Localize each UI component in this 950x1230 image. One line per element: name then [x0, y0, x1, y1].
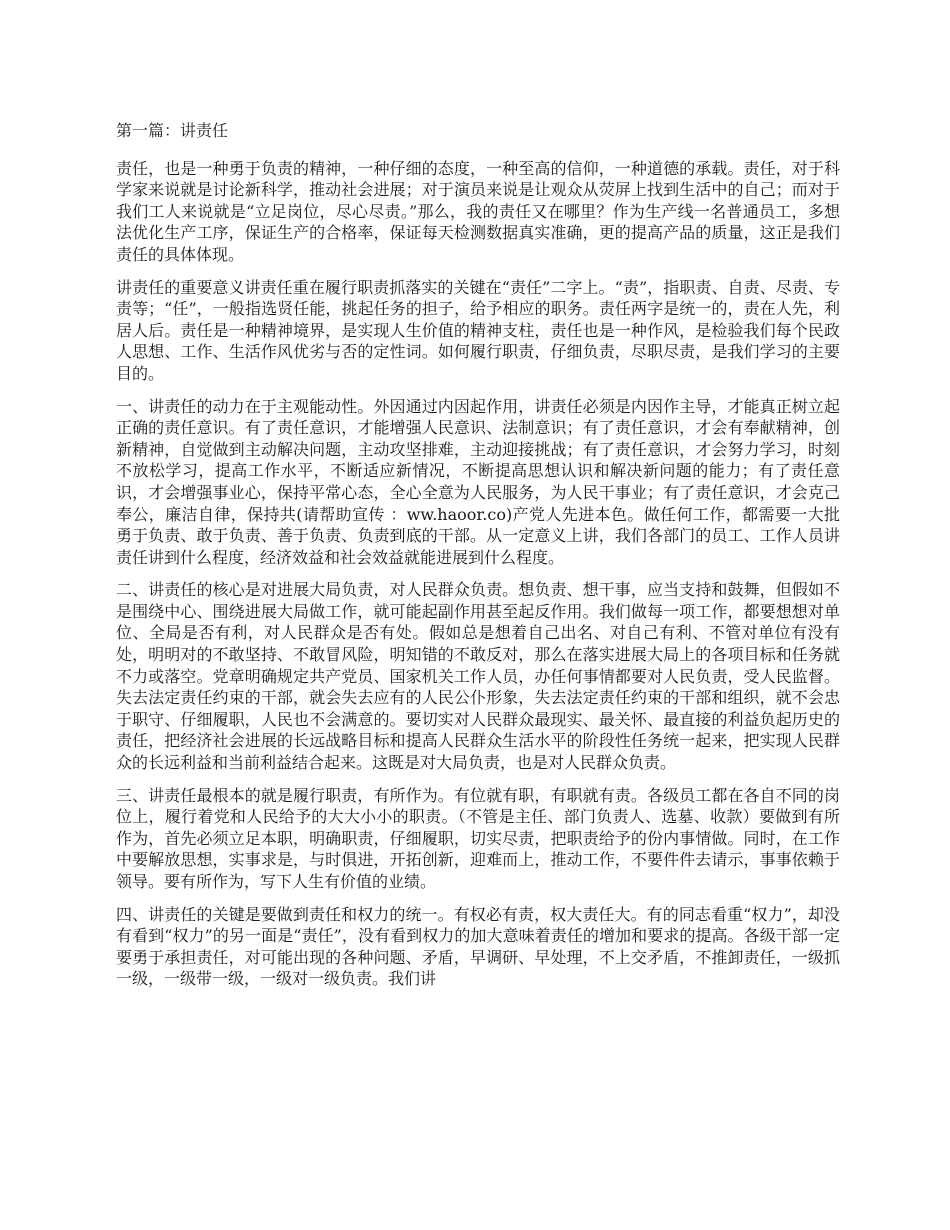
- document-title: 第一篇：讲责任: [116, 121, 229, 140]
- paragraph-point-one: 一、讲责任的动力在于主观能动性。外因通过内因起作用，讲责任必须是内因作主导，才能真正树立起正确的责任意识。有了责任意识，才能增强人民意识、法制意识；有了责任意识，才会有奉献精神，创新精神，自觉做到主动解决问题，主动攻坚排难，主动迎接挑战；有了责任意识，才会努力学习，时刻不放松学习，提高工作水平，不断适应新情况，不断提高思想认识和解决新问题的能力；有了责任意识，才会增强事业心，保持平常心态，全心全意为人民服务，为人民干事业；有了责任意识，才会克己奉公，廉洁自律，保持共(请帮助宣传 ：ww.haoor.co)产党人先进本色。做任何工作，都需要一大批勇于负责、敢于负责、善于负责、负责到底的干部。从一定意义上讲，我们各部门的员工、工作人员讲责任讲到什么程度，经济效益和社会效益就能进展到什么程度。: [116, 396, 840, 567]
- paragraph-point-three: 三、讲责任最根本的就是履行职责，有所作为。有位就有职，有职就有责。各级员工都在各自不同的岗位上，履行着党和人民给予的大大小小的职责。（不管是主任、部门负责人、选墓、收款）要做到有所作为，首先必须立足本职，明确职责，仔细履职，切实尽责，把职责给予的份内事情做。同时，在工作中要解放思想，实事求是，与时俱进，开拓创新，迎难而上，推动工作，不要件件去请示，事事依赖于领导。要有所作为，写下人生有价值的业绩。: [116, 785, 840, 891]
- document-body: [116, 120, 840, 1001]
- paragraph-point-two: 二、讲责任的核心是对进展大局负责，对人民群众负责。想负责、想干事，应当支持和鼓舞，但假如不是围绕中心、围绕进展大局做工作，就可能起副作用甚至起反作用。我们做每一项工作，都要想想对单位、全局是否有利，对人民群众是否有处。假如总是想着自己出名、对自己有利、不管对单位有没有处，明明对的不敢坚持、不敢冒风险，明知错的不敢反对，那么在落实进展大局上的各项目标和任务就不力或落空。党章明确规定共产党员、国家机关工作人员，办任何事情都要对人民负责，受人民监督。失去法定责任约束的干部，就会失去应有的人民公仆形象，失去法定责任约束的干部和组织，就不会忠于职守、仔细履职，人民也不会满意的。要切实对人民群众最现实、最关怀、最直接的利益负起历史的责任，把经济社会进展的长远战略目标和提高人民群众生活水平的阶段性任务统一起来，把实现人民群众的长远利益和当前利益结合起来。这既是对大局负责，也是对人民群众负责。: [116, 580, 840, 773]
- paragraph-point-four: 四、讲责任的关键是要做到责任和权力的统一。有权必有责，权大责任大。有的同志看重“权力”，却没有看到“权力”的另一面是“责任”，没有看到权力的加大意味着责任的增加和要求的提高。各级干部一定要勇于承担责任，对可能出现的各种问题、矛盾，早调研、早处理，不上交矛盾，不推卸责任，一级抓一级，一级带一级，一级对一级负责。我们讲: [116, 904, 840, 989]
- paragraph-significance: 讲责任的重要意义讲责任重在履行职责抓落实的关键在“责任”二字上。“责”，指职责、自责、尽责、专责等；“任”，一般指选贤任能，挑起任务的担子，给予相应的职务。责任两字是统一的，责在人先，利居人后。责任是一种精神境界，是实现人生价值的精神支柱，责任也是一种作风，是检验我们每个民政人思想、工作、生活作风优劣与否的定性词。如何履行职责，仔细负责，尽职尽责，是我们学习的主要目的。: [116, 277, 840, 383]
- paragraph-intro: 责任，也是一种勇于负责的精神，一种仔细的态度，一种至高的信仰，一种道德的承载。责任，对于科学家来说就是讨论新科学，推动社会进展；对于演员来说是让观众从荧屏上找到生活中的自己；而对于我们工人来说就是“立足岗位，尽心尽责。”那么，我的责任又在哪里？作为生产线一名普通员工，多想法优化生产工序，保证生产的合格率，保证每天检测数据真实准确，更的提高产品的质量，这正是我们责任的具体体现。: [116, 158, 840, 264]
